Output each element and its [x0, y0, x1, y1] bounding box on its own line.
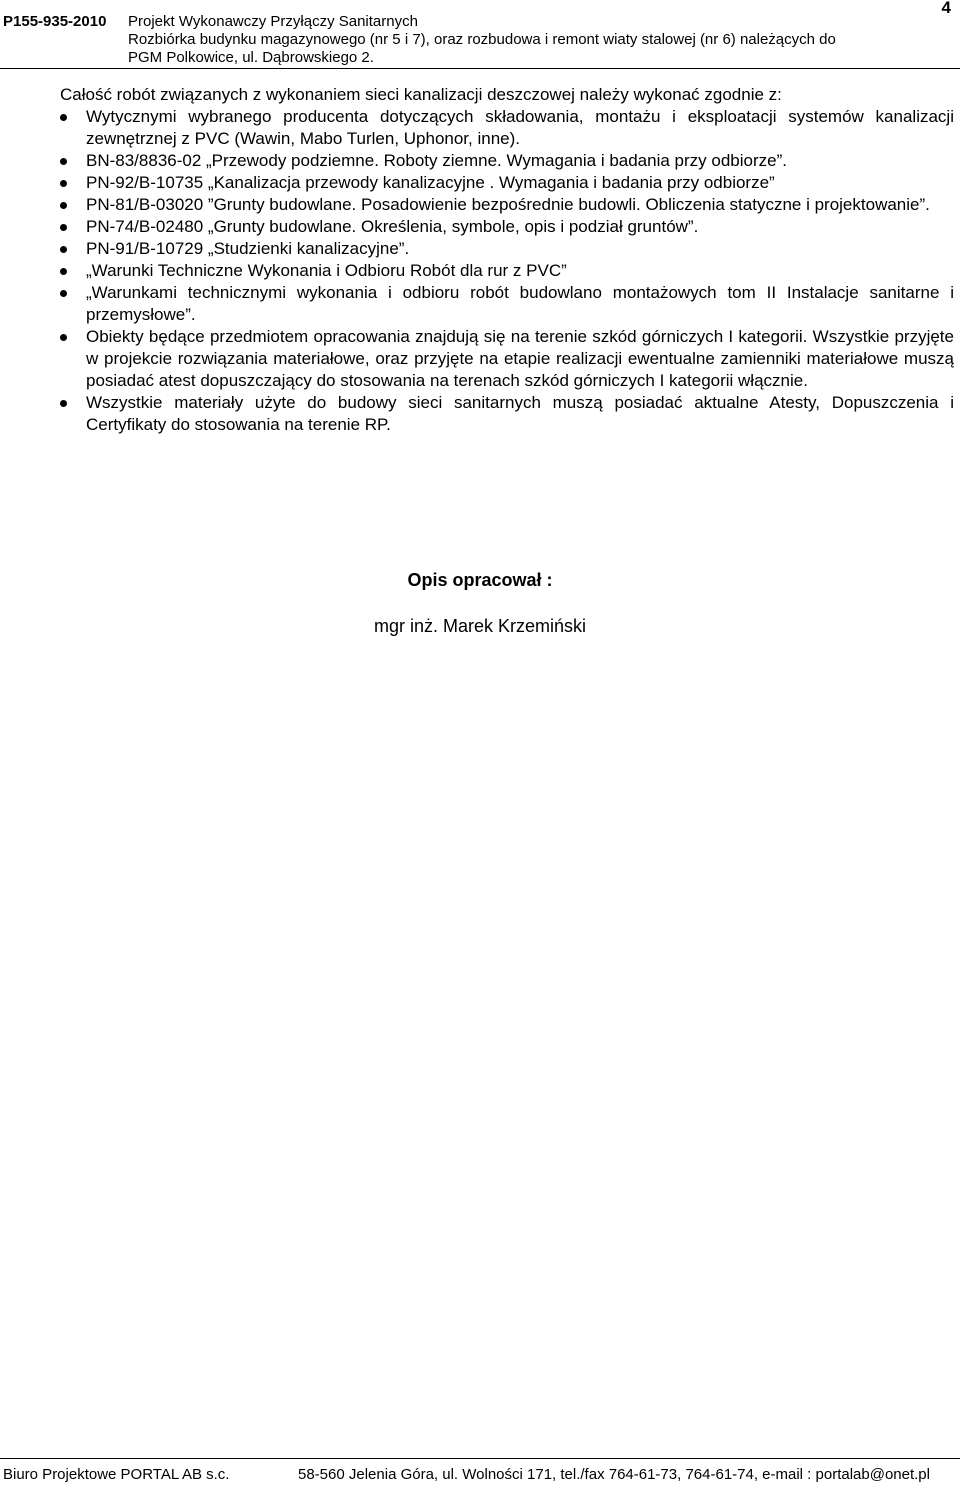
- document-body: [60, 84, 954, 436]
- list-item: [60, 194, 954, 216]
- header-project-title: Projekt Wykonawczy Przyłączy Sanitarnych: [128, 13, 418, 30]
- bullet-icon: [60, 224, 67, 231]
- bullet-icon: [60, 400, 67, 407]
- header-divider: [0, 68, 960, 69]
- signature-name: mgr inż. Marek Krzemiński: [373, 616, 587, 636]
- intro-paragraph: Całość robót związanych z wykonaniem sieci kanalizacji deszczowej należy wykonać zgodnie z:: [60, 85, 782, 104]
- list-item-text: PN-91/B-10729 „Studzienki kanalizacyjne”.: [86, 239, 410, 258]
- bullet-icon: [60, 268, 67, 275]
- list-item-text: „Warunkami technicznymi wykonania i odbioru robót budowlano montażowych tom II Instalacje sanitarne i przemysłowe”.: [86, 283, 954, 324]
- list-item-text: Wytycznymi wybranego producenta dotyczących składowania, montażu i eksploatacji systemów kanalizacji zewnętrznej z PVC (Wawin, Mabo Turlen, Uphonor, inne).: [86, 107, 954, 148]
- list-item-text: BN-83/8836-02 „Przewody podziemne. Roboty ziemne. Wymagania i badania przy odbiorze”.: [86, 151, 787, 170]
- list-item-text: Obiekty będące przedmiotem opracowania znajdują się na terenie szkód górniczych I kategorii. Wszystkie przyjęte w projekcie rozwiązania materiałowe, oraz przyjęte na etapie realizacji ewentualne zamienniki materiałowe muszą posiadać atest dopuszczający do stosowania na terenach szkód górniczych I kategorii włącznie.: [86, 327, 954, 390]
- list-item: [60, 282, 954, 326]
- list-item: [60, 172, 954, 194]
- list-item-text: PN-74/B-02480 „Grunty budowlane. Określenia, symbole, opis i podział gruntów”.: [86, 217, 699, 236]
- bullet-icon: [60, 202, 67, 209]
- list-item: [60, 392, 954, 436]
- document-code: P155-935-2010: [3, 13, 107, 30]
- bullet-icon: [60, 114, 67, 121]
- list-item-text: PN-92/B-10735 „Kanalizacja przewody kanalizacyjne . Wymagania i badania przy odbiorze”: [86, 173, 775, 192]
- bullet-icon: [60, 158, 67, 165]
- list-item-text: Wszystkie materiały użyte do budowy sieci sanitarnych muszą posiadać aktualne Atesty, Dopuszczenia i Certyfikaty do stosowania na terenie RP.: [86, 393, 954, 434]
- list-item: [60, 150, 954, 172]
- bullet-icon: [60, 180, 67, 187]
- list-item-text: PN-81/B-03020 ”Grunty budowlane. Posadowienie bezpośrednie budowli. Obliczenia statyczne i projektowanie”.: [86, 195, 930, 214]
- list-item: [60, 260, 954, 282]
- footer-contact: 58-560 Jelenia Góra, ul. Wolności 171, tel./fax 764-61-73, 764-61-74, e-mail : portalab@onet.pl: [298, 1466, 930, 1483]
- header-project-scope: Rozbiórka budynku magazynowego (nr 5 i 7), oraz rozbudowa i remont wiaty stalowej (nr 6) należących do: [128, 31, 836, 48]
- list-item-text: „Warunki Techniczne Wykonania i Odbioru Robót dla rur z PVC”: [86, 261, 567, 280]
- footer-company: Biuro Projektowe PORTAL AB s.c.: [3, 1466, 230, 1483]
- footer-divider: [0, 1458, 960, 1459]
- list-item: [60, 216, 954, 238]
- bullet-icon: [60, 246, 67, 253]
- list-item: [60, 326, 954, 392]
- signature-label: Opis opracował :: [407, 570, 553, 590]
- list-item: [60, 106, 954, 150]
- bullet-icon: [60, 290, 67, 297]
- bullet-icon: [60, 334, 67, 341]
- page-header: [0, 0, 960, 70]
- requirements-list: [60, 106, 954, 436]
- list-item: [60, 238, 954, 260]
- header-project-location: PGM Polkowice, ul. Dąbrowskiego 2.: [128, 49, 374, 66]
- page-number: 4: [941, 0, 951, 17]
